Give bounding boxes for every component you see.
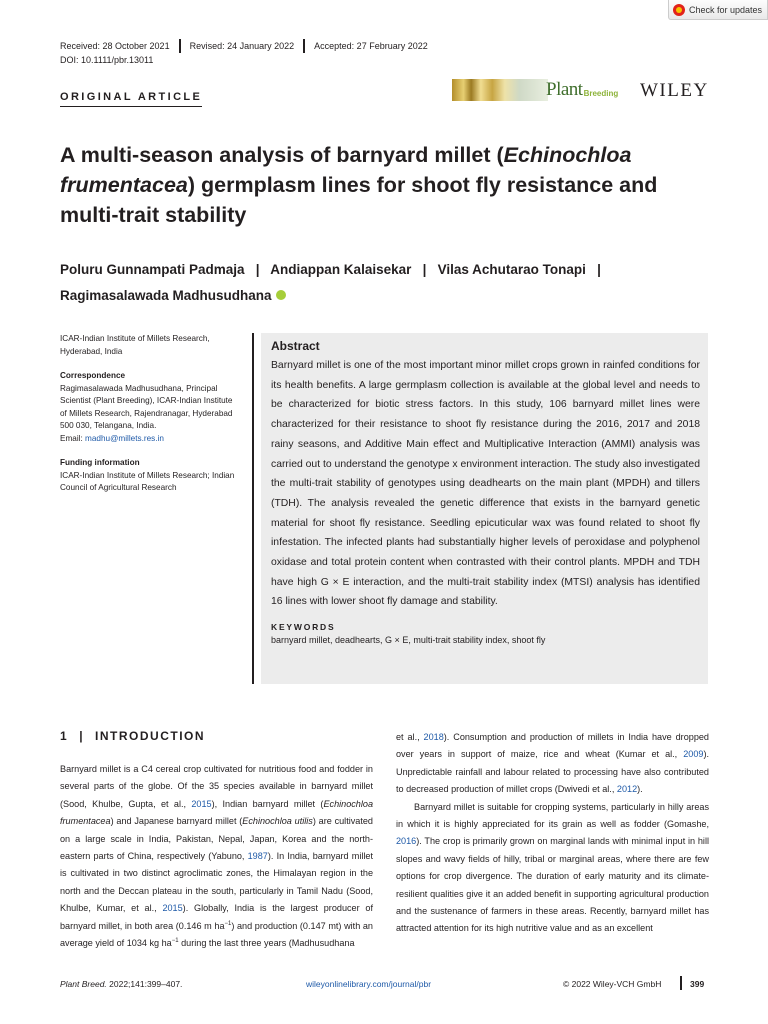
intro-column-1: Barnyard millet is a C4 cereal crop cultivated for nutritious food and fodder in several parts of the globe. Of the 35 species available in barnyard millet (Sood, Khulbe, Gupta, et al., 2015), Indian barnyard millet (Echinochloa frumentacea) and Japanese barnyard millet (Echinochloa utilis) are cultivated on a large scale in India, Pakistan, Nepal, Japan, Korea and the north-eastern parts of China, respectively (Yabuno, 1987). In India, barnyard millet is cultivated in two distinct agroclimatic zones, the Himalayan region in the north and the Deccan plateau in the south, particularly in Tamil Nadu (Sood, Khulbe, Kumar, et al., 2015). Globally, India is the largest producer of barnyard millet, in both area (0.146 m $ha^{-1}$) and production (0.147 mt) with an average yield of 1034 kg $ha^{-1}$ during the last three years (Madhusudhana	[60, 764, 373, 949]
citation-link[interactable]: 2018	[423, 732, 444, 742]
footer-url[interactable]: wileyonlinelibrary.com/journal/pbr	[306, 979, 432, 989]
footer-citation: Plant Breed. 2022;141:399–407.	[60, 979, 183, 989]
intro-column-2	[396, 729, 709, 938]
citation-link[interactable]: 2015	[191, 798, 212, 809]
affiliation: ICAR-Indian Institute of Millets Research, Hyderabad, India	[60, 334, 210, 356]
footer-copyright: © 2022 Wiley-VCH GmbH	[563, 979, 662, 989]
species-name: Echinochloa frumentacea	[60, 143, 632, 197]
check-for-updates-label: Check for updates	[689, 4, 763, 15]
citation-link[interactable]: 2012	[616, 784, 638, 795]
crossmark-icon	[673, 4, 685, 16]
email-link[interactable]: madhu@millets.res.in	[85, 433, 164, 443]
citation-link[interactable]: 1987	[247, 851, 268, 862]
keywords-heading: KEYWORDS	[271, 622, 336, 633]
paragraph: Barnyard millet is suitable for cropping systems, particularly in hilly areas in which it is highly appreciated for its grain as well as fodder (Gomashe, 2016). The crop is primarily grown on marginal lands with minimal input in hill slopes and wavy fields of hilly, tribal or marginal areas, where there are few options for crop divergence. The duration of early maturity and its climate-resilient qualities give it an added benefit in supporting agricultural production and the sustenance of farmers in these areas. Recently, barnyard millet has attracted attention for its high nutritive value and as an excellent	[396, 801, 709, 934]
authors-line-2: Ragimasalawada Madhusudhana	[60, 288, 272, 303]
funding-heading: Funding information	[60, 458, 140, 467]
section-heading: 1 | INTRODUCTION	[60, 729, 206, 743]
article-type: ORIGINAL ARTICLE	[60, 91, 202, 107]
sidebar	[60, 333, 235, 507]
authors-line-1: Poluru Gunnampati Padmaja | Andiappan Kalaisekar | Vilas Achutarao Tonapi |	[60, 262, 601, 277]
funding	[60, 457, 235, 495]
page-number: 399	[690, 979, 705, 989]
revised-date: Revised: 24 January 2022	[189, 41, 295, 51]
journal-plant-word: Plant	[546, 79, 583, 100]
abstract-box	[261, 333, 708, 684]
check-for-updates-badge[interactable]	[668, 0, 768, 20]
journal-breeding-word: Breeding	[583, 88, 619, 98]
citation-link[interactable]: 2015	[162, 903, 183, 914]
footer-divider	[680, 976, 682, 990]
doi[interactable]: DOI: 10.1111/pbr.13011	[60, 55, 154, 65]
orcid-icon[interactable]	[276, 290, 286, 300]
author-list	[60, 257, 700, 309]
accepted-date: Accepted: 27 February 2022	[314, 41, 428, 51]
article-dates	[60, 39, 428, 53]
divider	[179, 39, 181, 53]
abstract-heading: Abstract	[271, 339, 320, 353]
wheat-image	[452, 79, 548, 101]
journal-logo[interactable]	[452, 78, 618, 102]
abstract-divider	[252, 333, 254, 684]
divider	[303, 39, 305, 53]
correspondence-heading: Correspondence	[60, 371, 126, 380]
citation-link[interactable]: 2016	[396, 836, 417, 847]
email-label: Email:	[60, 433, 86, 443]
publisher-logo[interactable]: WILEY	[640, 80, 709, 101]
funding-body: ICAR-Indian Institute of Millets Research; Indian Council of Agricultural Research	[60, 470, 235, 492]
citation-link[interactable]: 2009	[683, 749, 704, 760]
received-date: Received: 28 October 2021	[60, 41, 170, 51]
paragraph: et al., 2018). Consumption and production of millets in India have dropped over years in support of maize, rice and wheat (Kumar et al., 2009). Unpredictable rainfall and labour related to processing have also contributed to decreased production of millet crops (Dwivedi et al., 2012).	[396, 732, 709, 795]
keywords: barnyard millet, deadhearts, G × E, multi-trait stability index, shoot fly	[271, 635, 546, 646]
abstract-body: Barnyard millet is one of the most important minor millet crops grown in rainfed conditions for its health benefits. A large germplasm collection is available at the global level and needs to be characterized for biotic stress factors. In this study, 106 barnyard millet lines were characterized for their resistance to shoot fly resistance during the 2016, 2017 and 2018 rainy seasons, and Additive Main effect and Multiplicative Interaction (AMMI) analysis was carried out to understand the genotype x environment interaction. The study also investigated the multi-trait stability of genotypes using deadhearts on the main plant (MPDH) and tillers (TDH). The analysis revealed the genetic difference that exists in the barnyard genetic material for shoot fly resistance. Seedling epicuticular wax was found related to shoot fly infestation. The infected plants had substantially higher levels of peroxidase and polyphenol oxidase and total protein content when contrasted with their control plants. MPDH and TDH have high G × E interaction, and the multi-trait stability index (MTSI) analysis has identified 16 lines with lower shoot fly damage and stability.	[271, 360, 700, 608]
correspondence	[60, 370, 235, 445]
correspondence-body: Ragimasalawada Madhusudhana, Principal Scientist (Plant Breeding), ICAR-Indian Institute of Millets Research, Rajendranagar, Hyderabad 500 030, Telangana, India.	[60, 383, 233, 430]
article-title: A multi-season analysis of barnyard millet (Echinochloa frumentacea) germplasm lines for shoot fly resistance and multi-trait stability	[60, 143, 658, 227]
